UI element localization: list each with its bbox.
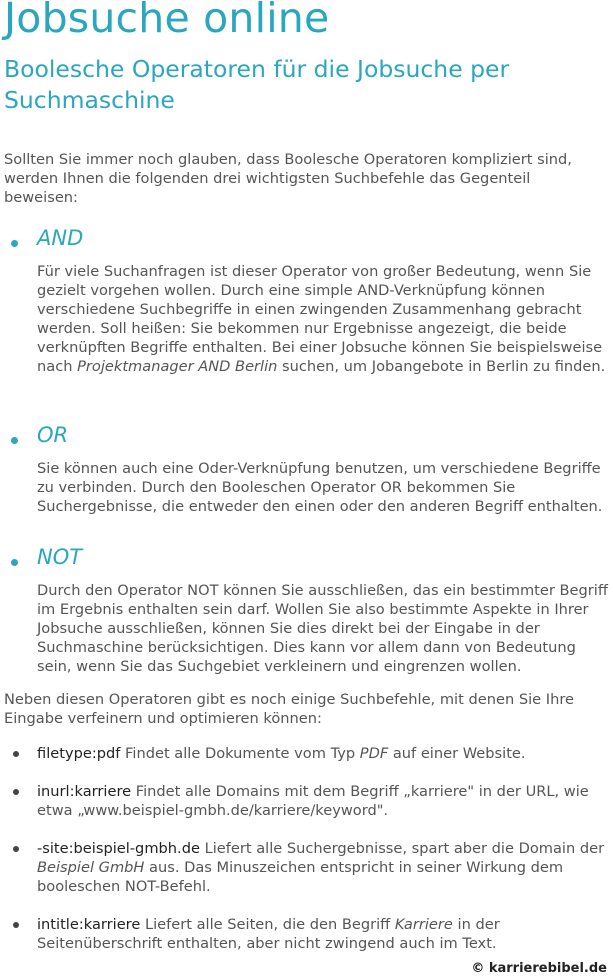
intro-paragraph: Sollten Sie immer noch glauben, dass Boolesche Operatoren kompliziert sind, werden Ihnen die folgenden drei wichtigsten Suchbefehle das Gegenteil beweisen: bbox=[4, 151, 572, 206]
bullet-icon bbox=[13, 846, 19, 852]
bullet-icon bbox=[13, 751, 19, 757]
command-keyword: inurl:karriere bbox=[37, 783, 132, 800]
bridge-paragraph: Neben diesen Operatoren gibt es noch einige Suchbefehle, mit denen Sie Ihre Eingabe verfeinern und optimieren können: bbox=[4, 691, 574, 727]
operator-text-and bbox=[37, 262, 609, 376]
command-text: Liefert alle Suchergebnisse, spart aber die Domain der bbox=[199, 840, 605, 857]
command-keyword: -site:beispiel-gmbh.de bbox=[37, 840, 200, 857]
command-keyword: intitle:karriere bbox=[37, 916, 141, 933]
operator-text-and-part1: Für viele Suchanfragen ist dieser Operator von großer Bedeutung, wenn Sie gezielt vorgehen wollen. Durch eine simple AND-Verknüpfung können verschiedene Suchbegriffe in einen zwingenden Zusammenhang gebracht werden. Soll heißen: Sie bekommen nur Ergebnisse angezeigt, die beide verknüpften Begriffe enthalten. Bei einer Jobsuche können Sie beispielsweise nach bbox=[37, 263, 603, 375]
operator-heading-and: AND bbox=[37, 226, 84, 250]
page-title: Jobsuche online bbox=[4, 0, 330, 42]
command-item-site bbox=[37, 839, 609, 896]
command-emphasis: PDF bbox=[359, 745, 389, 762]
bullet-icon bbox=[11, 559, 18, 566]
command-text: in der Seitenüberschrift enthalten, aber nicht zwingend auch im Text. bbox=[37, 916, 500, 952]
command-text: aus. Das Minuszeichen entspricht in seiner Wirkung dem booleschen NOT-Befehl. bbox=[37, 859, 564, 895]
operator-example-and: Projektmanager AND Berlin bbox=[77, 358, 278, 375]
command-text: Findet alle Dokumente vom Typ bbox=[120, 745, 360, 762]
bullet-icon bbox=[13, 789, 19, 795]
command-item-filetype bbox=[37, 744, 609, 763]
operator-heading-not: NOT bbox=[37, 545, 83, 569]
bullet-icon bbox=[13, 922, 19, 928]
command-item-intitle bbox=[37, 915, 609, 953]
operator-text-not: Durch den Operator NOT können Sie ausschließen, das ein bestimmter Begriff im Ergebnis enthalten sein darf. Wollen Sie also bestimmte Aspekte in Ihrer Jobsuche ausschließen, können Sie dies direkt bei der Eingabe in der Suchmaschine berücksichtigen. Dies kann vor allem dann von Bedeutung sein, wenn Sie das Suchgebiet verkleinern und eingrenzen wollen. bbox=[37, 582, 608, 675]
command-emphasis: Karriere bbox=[394, 916, 453, 933]
command-text: Findet alle Domains mit dem Begriff „karriere" in der URL, wie etwa „www.beispiel-gmbh.de/karriere/keyword". bbox=[37, 783, 589, 819]
operator-text-and-part2: suchen, um Jobangebote in Berlin zu finden. bbox=[277, 358, 606, 375]
command-text: auf einer Website. bbox=[388, 745, 526, 762]
copyright-credit: © karrierebibel.de bbox=[471, 961, 607, 976]
page-subtitle: Boolesche Operatoren für die Jobsuche per Suchmaschine bbox=[4, 55, 510, 114]
command-text: Liefert alle Seiten, die den Begriff bbox=[140, 916, 395, 933]
command-emphasis: Beispiel GmbH bbox=[37, 859, 145, 876]
command-keyword: filetype:pdf bbox=[37, 745, 121, 762]
operator-heading-or: OR bbox=[37, 423, 69, 447]
operator-text-or: Sie können auch eine Oder-Verknüpfung benutzen, um verschiedene Begriffe zu verbinden. Durch den Booleschen Operator OR bekommen Sie Suchergebnisse, die entweder den einen oder den anderen Begriff enthalten. bbox=[37, 460, 603, 515]
bullet-icon bbox=[11, 240, 18, 247]
bullet-icon bbox=[11, 437, 18, 444]
command-item-inurl bbox=[37, 782, 609, 820]
